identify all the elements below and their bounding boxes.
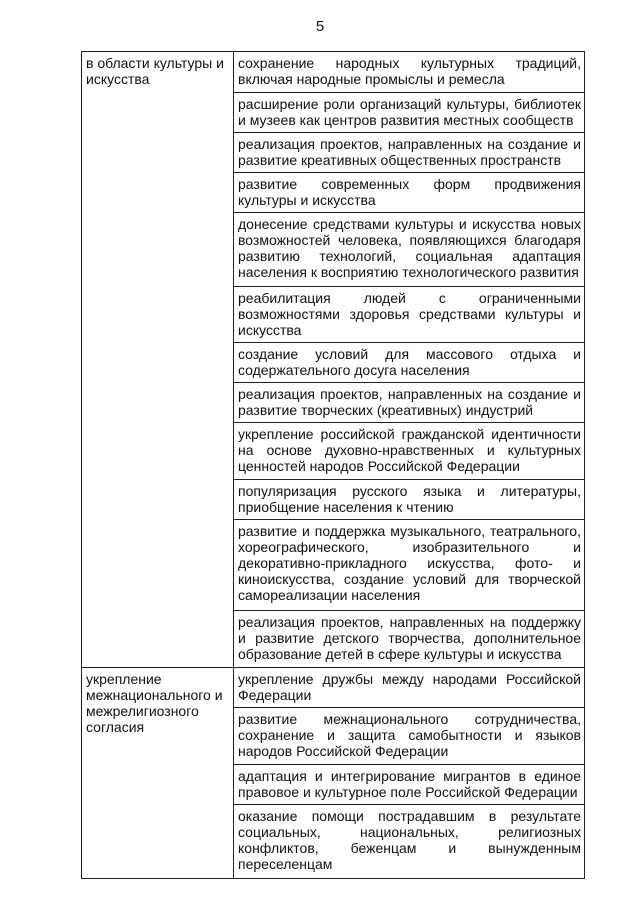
direction-cell: развитие межнационального сотрудничества, сохранение и защита самобытности и языков народов Российской Федерации — [234, 708, 585, 765]
direction-cell: реализация проектов, направленных на создание и развитие креативных общественных пространств — [234, 133, 585, 173]
direction-cell: адаптация и интегрирование мигрантов в единое правовое и культурное поле Российской Федерации — [234, 765, 585, 805]
direction-cell: реабилитация людей с ограниченными возможностями здоровья средствами культуры и искусства — [234, 287, 585, 343]
direction-cell: развитие и поддержка музыкального, театрального, хореографического, изобразительного и декоративно-прикладного искусства, фото- и киноискусства, создание условий для творческой самореализации населения — [234, 520, 585, 611]
direction-cell: создание условий для массового отдыха и содержательного досуга населения — [234, 343, 585, 383]
direction-cell: укрепление российской гражданской идентичности на основе духовно-нравственных и культурных ценностей народов Российской Федерации — [234, 423, 585, 480]
page-number: 5 — [315, 18, 325, 35]
direction-cell: укрепление дружбы между народами Российской Федерации — [234, 668, 585, 708]
area-cell-culture: в области культуры и искусства — [82, 52, 234, 668]
direction-cell: сохранение народных культурных традиций, включая народные промыслы и ремесла — [234, 52, 585, 93]
area-cell-interethnic: укрепление межнационального и межрелигиозного согласия — [82, 668, 234, 879]
direction-cell: реализация проектов, направленных на поддержку и развитие детского творчества, дополнительное образование детей в сфере культуры и искусства — [234, 611, 585, 668]
directions-table — [81, 51, 585, 879]
direction-cell: развитие современных форм продвижения культуры и искусства — [234, 173, 585, 213]
direction-cell: реализация проектов, направленных на создание и развитие творческих (креативных) индустрий — [234, 383, 585, 423]
direction-cell: расширение роли организаций культуры, библиотек и музеев как центров развития местных сообществ — [234, 93, 585, 133]
direction-cell: донесение средствами культуры и искусства новых возможностей человека, появляющихся благодаря развитию технологий, социальная адаптация населения к восприятию технологического развития — [234, 213, 585, 287]
direction-cell: оказание помощи пострадавшим в результате социальных, национальных, религиозных конфликтов, беженцам и вынужденным переселенцам — [234, 805, 585, 879]
direction-cell: популяризация русского языка и литературы, приобщение населения к чтению — [234, 480, 585, 520]
table-row — [82, 52, 585, 93]
table-row — [82, 668, 585, 708]
